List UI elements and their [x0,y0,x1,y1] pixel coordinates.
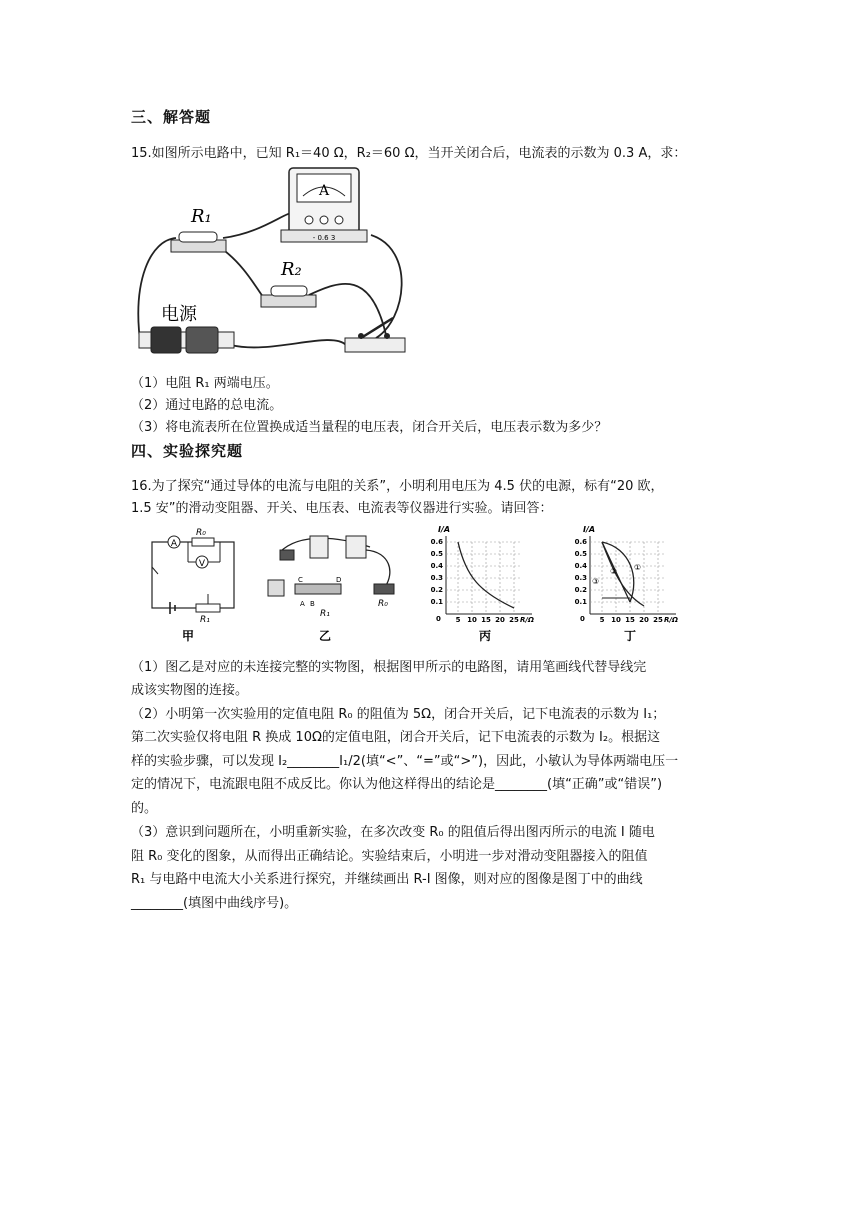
ding-origin: 0 [580,615,585,623]
q16-part2-line2: 第二次实验仅将电阻 R 换成 10Ω的定值电阻，闭合开关后，记下电流表的示数为 I₂。根据这 [131,730,661,745]
q16-part3-line4: ________(填图中曲线序号)。 [131,896,298,911]
figure-ding-graph [575,525,678,643]
ding-y-tick: 0.6 [574,538,587,546]
bing-y-tick: 0.5 [430,550,443,558]
q15-circuit-figure [131,160,431,360]
bing-y-tick: 0.3 [430,574,443,582]
bing-x-tick: 10 [467,616,477,624]
ding-y-tick: 0.5 [574,550,587,558]
yi-a-label: A [300,600,305,608]
q15-stem: 15.如图所示电路中，已知 R₁＝40 Ω，R₂＝60 Ω，当开关闭合后，电流表的示数为 0.3 A，求： [131,146,687,161]
q16-part1-line1: （1）图乙是对应的未连接完整的实物图，根据图甲所示的电路图，请用笔画线代替导线完 [131,660,647,675]
bing-x-axis-label: R/Ω [520,616,534,624]
ding-y-tick: 0.4 [574,562,587,570]
bing-y-tick: 0.6 [430,538,443,546]
q15-sub3: （3）将电流表所在位置换成适当量程的电压表，闭合开关后，电压表示数为多少？ [131,420,608,435]
q16-figures [140,522,700,648]
jia-ammeter-label: A [170,539,178,549]
ammeter-scale: - 0.6 3 [312,234,336,242]
ding-x-tick: 15 [625,616,635,624]
jia-r1-label: R₁ [200,615,210,625]
power-label: 电源 [161,304,197,325]
ding-y-tick: 0.1 [574,598,587,606]
bing-y-tick: 0.2 [430,586,443,594]
r2-label: R₂ [281,259,302,280]
r1-label: R₁ [191,206,212,227]
yi-r0-label: R₀ [378,599,388,609]
q16-part1-line2: 成该实物图的连接。 [131,683,249,698]
bing-x-tick: 20 [495,616,505,624]
q16-part2-line3: 样的实验步骤，可以发现 I₂________I₁/2(填“<”、“=”或“>”)，因此，小敏认为导体两端电压一 [131,754,679,769]
bing-y-tick: 0.4 [430,562,443,570]
yi-d-label: D [336,576,342,584]
figure-bing-graph [431,525,534,643]
caption-bing: 丙 [478,629,492,643]
section-heading-answer: 三、解答题 [131,108,212,126]
caption-ding: 丁 [623,629,637,643]
caption-jia: 甲 [181,629,195,643]
bing-x-tick: 15 [481,616,491,624]
yi-r1-label: R₁ [320,609,330,619]
ding-x-tick: 20 [639,616,649,624]
q16-part3-line2: 阻 R₀ 变化的图象，从而得出正确结论。实验结束后，小明进一步对滑动变阻器接入的阻值 [131,849,648,864]
bing-x-tick: 5 [455,616,461,624]
q16-stem-line1: 16.为了探究“通过导体的电流与电阻的关系”，小明利用电压为 4.5 伏的电源，标有“20 欧， [131,479,664,494]
jia-voltmeter-label: V [198,559,206,569]
jia-r0-label: R₀ [196,528,206,538]
resistor-r2 [261,259,316,307]
resistor-r1 [171,206,226,252]
ammeter-device [281,168,367,242]
ding-curve-2: ② [610,567,618,576]
switch-device [345,318,405,352]
bing-origin: 0 [436,615,441,623]
ding-x-tick: 25 [653,616,663,624]
q16-part2-line4: 定的情况下，电流跟电阻不成反比。你认为他这样得出的结论是________(填“正确”或“错误”) [131,777,663,792]
bing-y-axis-label: I/A [438,525,451,534]
ding-x-axis-label: R/Ω [664,616,678,624]
q15-sub2: （2）通过电路的总电流。 [131,398,283,413]
figure-jia-circuit [152,528,234,643]
ding-x-tick: 10 [611,616,621,624]
ding-curve-3: ③ [592,577,600,586]
bing-y-tick: 0.1 [430,598,443,606]
power-supply [139,304,234,353]
ding-curve-1: ① [634,563,642,572]
q16-part2-line1: （2）小明第一次实验用的定值电阻 R₀ 的阻值为 5Ω，闭合开关后，记下电流表的示数为 I₁； [131,707,666,722]
ding-y-tick: 0.3 [574,574,587,582]
ding-x-tick: 5 [599,616,605,624]
yi-c-label: C [298,576,303,584]
figure-yi-wiring [268,536,394,643]
q16-part2-line5: 的。 [131,801,158,816]
ding-y-tick: 0.2 [574,586,587,594]
q16-stem-line2: 1.5 安”的滑动变阻器、开关、电压表、电流表等仪器进行实验。请回答： [131,501,553,516]
bing-x-tick: 25 [509,616,519,624]
q15-sub1: （1）电阻 R₁ 两端电压。 [131,376,279,391]
q16-part3-line1: （3）意识到问题所在，小明重新实验，在多次改变 R₀ 的阻值后得出图丙所示的电流 I 随电 [131,825,655,840]
ding-y-axis-label: I/A [583,525,596,534]
q16-part3-line3: R₁ 与电路中电流大小关系进行探究，并继续画出 R-I 图像，则对应的图像是图丁中的曲线 [131,872,643,887]
yi-b-label: B [310,600,315,608]
ammeter-letter: A [318,183,330,199]
section-heading-experiment: 四、实验探究题 [131,442,244,460]
caption-yi: 乙 [318,629,332,643]
